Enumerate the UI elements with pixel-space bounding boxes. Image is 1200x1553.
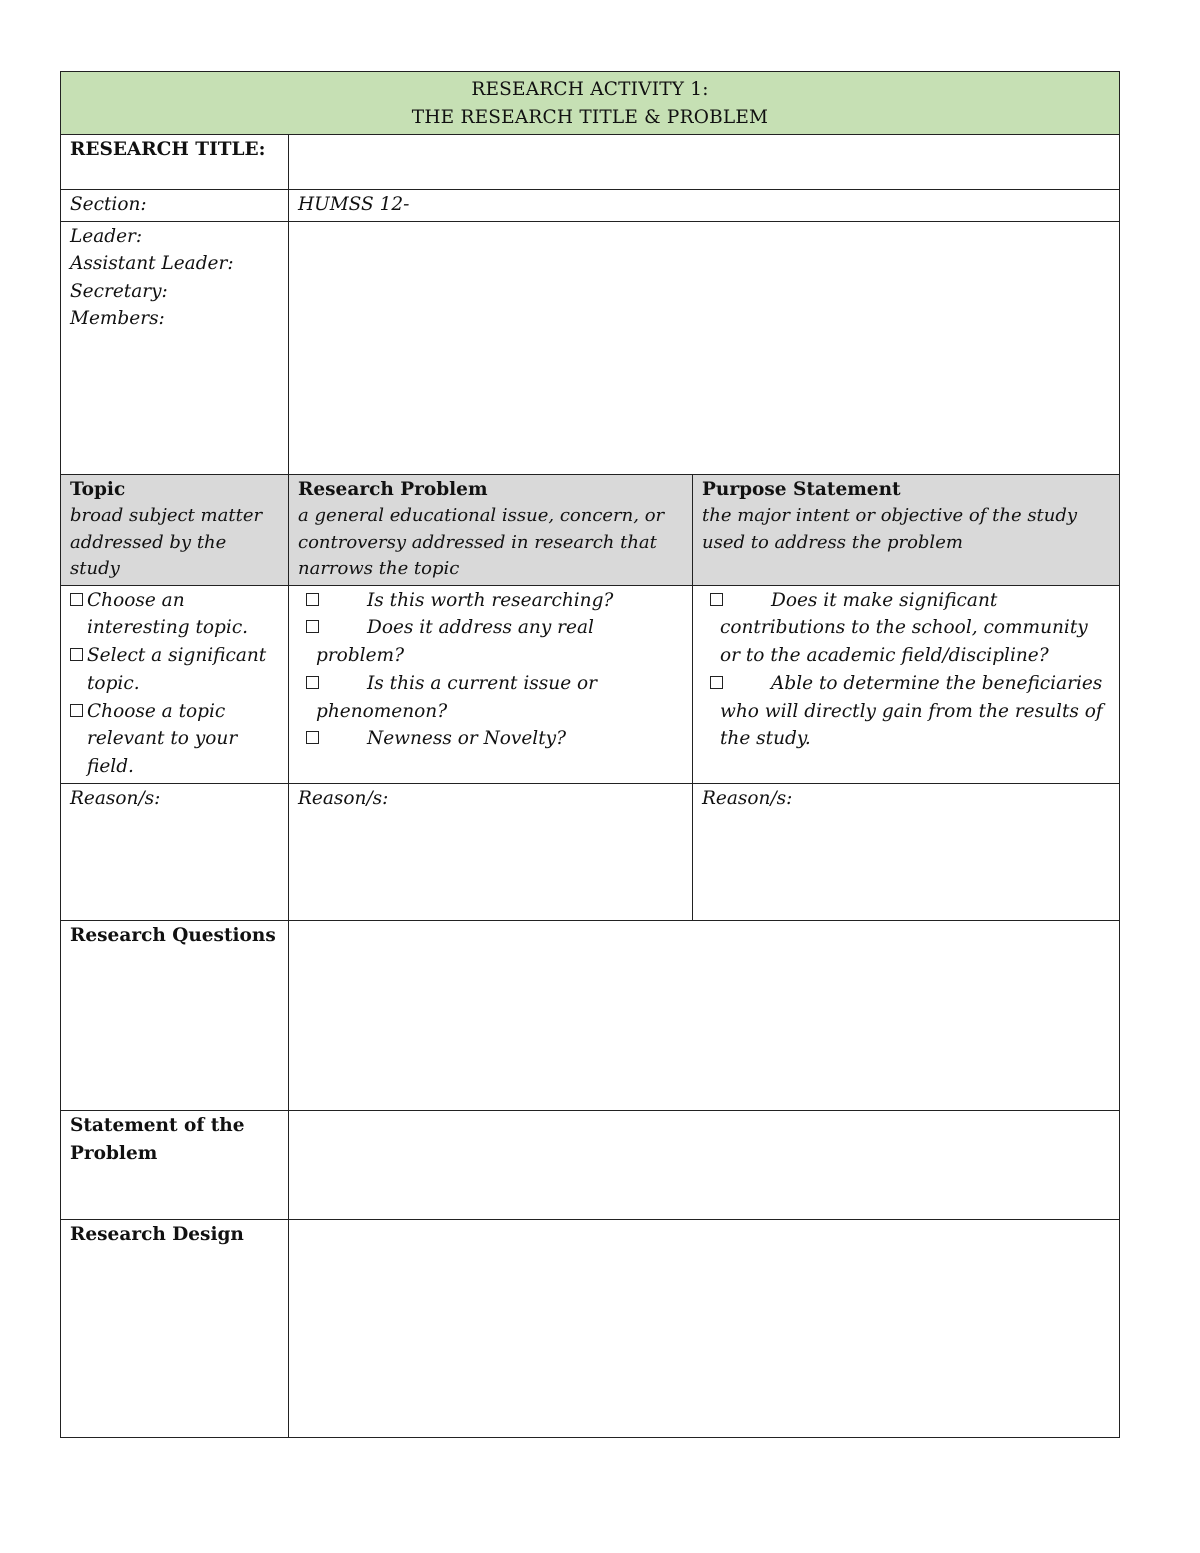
statement-of-problem-field[interactable] [289,1111,1120,1220]
topic-heading: Topic [70,478,126,500]
checkbox-icon[interactable] [70,704,83,717]
section-field[interactable]: HUMSS 12- [289,190,1120,222]
topic-check-text: Choose a topic relevant to your field. [87,700,238,778]
problem-check-text: Is this worth researching? [367,589,614,611]
checkbox-icon[interactable] [306,620,319,633]
activity-header [61,72,1120,135]
problem-heading-cell [289,474,693,585]
problem-check-text: Is this a current issue or phenomenon? [316,672,598,722]
research-activity-form [60,71,1119,1438]
topic-reason-field[interactable]: Reason/s: [61,784,289,921]
problem-checklist [298,587,683,754]
topic-checklist [70,587,279,782]
problem-check-item[interactable] [298,725,683,753]
checkbox-icon[interactable] [70,593,83,606]
problem-description: a general educational issue, concern, or controversy addressed in research that narrows the topic [298,505,665,579]
purpose-heading-cell [693,474,1120,585]
purpose-checklist-cell [693,585,1120,784]
purpose-check-text: Does it make significant contributions to the school, community or to the academic field/discipline? [720,589,1088,667]
research-title-label: RESEARCH TITLE: [61,135,289,190]
purpose-heading: Purpose Statement [702,478,901,500]
members-label: Members: [70,308,165,329]
topic-check-text: Choose an interesting topic. [87,589,249,639]
topic-description: broad subject matter addressed by the study [70,505,263,579]
topic-check-item[interactable] [70,587,279,643]
purpose-check-item[interactable] [702,670,1110,753]
activity-table [60,71,1120,1438]
problem-check-item[interactable] [298,587,683,615]
leader-label: Leader: [70,225,143,247]
checkbox-icon[interactable] [70,648,83,661]
statement-of-problem-label: Statement of the Problem [61,1111,289,1220]
group-roles-labels [61,221,289,474]
research-questions-label: Research Questions [61,921,289,1111]
research-title-field[interactable] [289,135,1120,190]
checkbox-icon[interactable] [710,593,723,606]
problem-check-text: Does it address any real problem? [316,617,594,667]
topic-check-item[interactable] [70,642,279,698]
problem-checklist-cell [289,585,693,784]
problem-check-item[interactable] [298,670,683,726]
topic-heading-cell [61,474,289,585]
problem-check-item[interactable] [298,614,683,670]
activity-header-line2: THE RESEARCH TITLE & PROBLEM [411,106,769,128]
checkbox-icon[interactable] [306,593,319,606]
problem-check-text: Newness or Novelty? [367,728,567,750]
purpose-reason-field[interactable]: Reason/s: [693,784,1120,921]
problem-reason-field[interactable]: Reason/s: [289,784,693,921]
research-questions-field[interactable] [289,921,1120,1111]
purpose-checklist [702,587,1110,754]
problem-heading: Research Problem [298,478,488,500]
secretary-label: Secretary: [70,280,168,302]
activity-header-line1: RESEARCH ACTIVITY 1: [471,79,709,100]
purpose-description: the major intent or objective of the study used to address the problem [702,505,1078,553]
section-label: Section: [61,190,289,222]
topic-check-item[interactable] [70,698,279,781]
checkbox-icon[interactable] [306,731,319,744]
topic-checklist-cell [61,585,289,784]
research-design-label: Research Design [61,1220,289,1438]
assistant-leader-label: Assistant Leader: [70,253,234,274]
purpose-check-item[interactable] [702,587,1110,670]
topic-check-text: Select a significant topic. [87,645,267,694]
checkbox-icon[interactable] [710,676,723,689]
research-design-field[interactable] [289,1220,1120,1438]
group-members-field[interactable] [289,221,1120,474]
checkbox-icon[interactable] [306,676,319,689]
purpose-check-text: Able to determine the beneficiaries who will directly gain from the results of the study. [720,672,1103,750]
